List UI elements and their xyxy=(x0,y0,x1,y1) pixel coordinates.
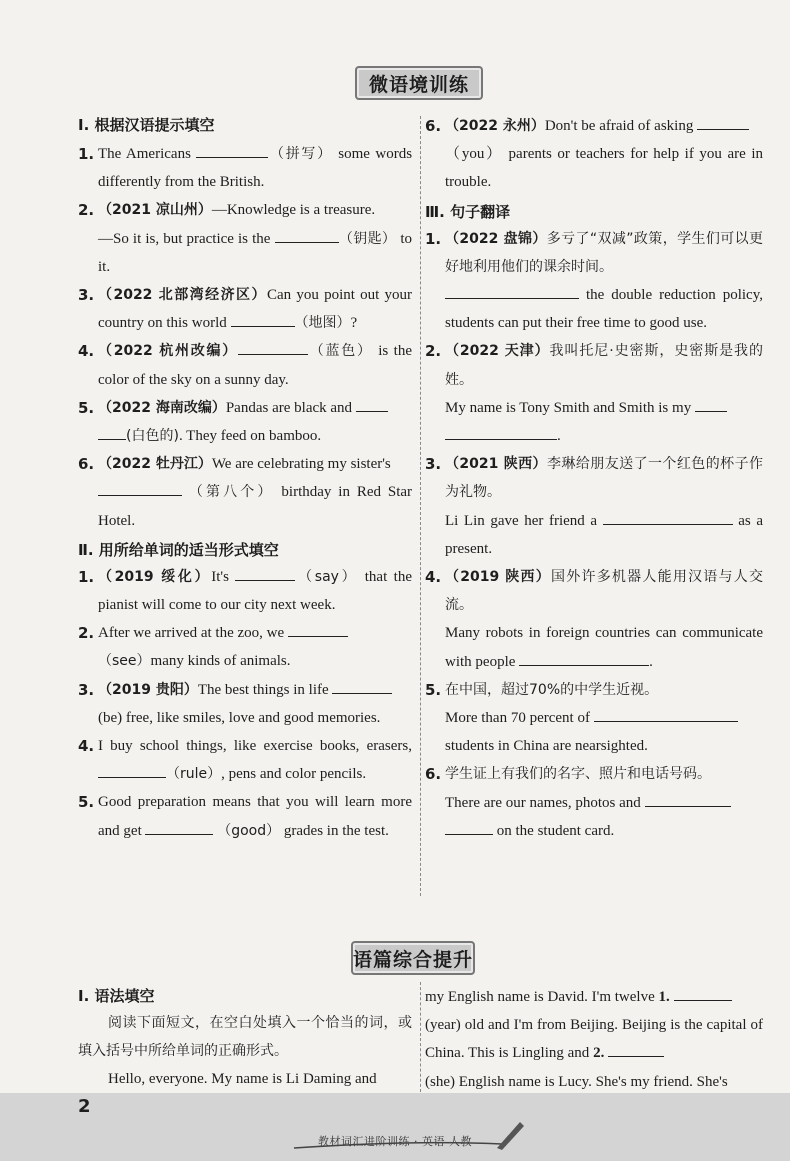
answer-blank[interactable] xyxy=(275,225,339,243)
section-heading-II: Ⅱ. 用所给单词的适当形式填空 xyxy=(78,540,279,559)
exercise-I-3: 3. （2022 北部湾经济区）Can you point out your country on this world （地图）? xyxy=(78,286,412,332)
exercise-I-4: 4. （2022 杭州改编） （蓝色） is the color of the sky on a sunny day. xyxy=(78,337,412,393)
column-divider xyxy=(420,116,421,896)
column-divider-bottom xyxy=(420,982,421,1092)
answer-blank[interactable] xyxy=(98,760,166,778)
section-banner-discourse: 语篇综合提升 xyxy=(351,941,475,975)
right-column xyxy=(425,112,763,845)
section-heading-I: Ⅰ. 根据汉语提示填空 xyxy=(78,116,215,134)
section-banner-micro-context: 微语境训练 xyxy=(355,66,483,100)
answer-blank[interactable] xyxy=(603,507,733,525)
exercise-I-1: 1. The Americans （拼写） some words differently from the British. xyxy=(78,140,412,196)
exercise-III-3: 3. （2021 陕西）李琳给朋友送了一个红色的杯子作为礼物。 Li Lin gave her friend a as a present. xyxy=(425,455,764,557)
answer-blank[interactable] xyxy=(235,563,295,581)
answer-blank[interactable] xyxy=(98,478,182,496)
section-heading-III: Ⅲ. 句子翻译 xyxy=(425,202,511,221)
exercise-II-3: 3. （2019 贵阳）The best things in life (be) free, like smiles, love and good memories. xyxy=(78,676,412,732)
answer-blank[interactable] xyxy=(356,394,388,412)
section-heading-reading: Ⅰ. 语法填空 xyxy=(78,987,155,1005)
answer-blank[interactable] xyxy=(231,309,295,327)
answer-blank[interactable] xyxy=(145,817,213,835)
answer-blank[interactable] xyxy=(519,648,649,666)
pen-flourish-icon xyxy=(292,1118,532,1152)
exercise-III-4: 4. （2019 陕西）国外许多机器人能用汉语与人交流。 Many robots in foreign countries can communicate with people . xyxy=(425,568,764,670)
answer-blank[interactable] xyxy=(594,704,738,722)
reading-right xyxy=(425,983,763,1096)
exercise-III-1: 1. （2022 盘锦）多亏了“双减”政策，学生们可以更好地利用他们的课余时间。 the double reduction policy, students can put their free time to good use. xyxy=(425,229,763,332)
answer-blank[interactable] xyxy=(445,422,557,440)
reading-passage-start: Hello, everyone. My name is Li Daming and xyxy=(108,1071,377,1088)
answer-blank[interactable] xyxy=(98,422,126,440)
reading-instruction: 阅读下面短文，在空白处填入一个恰当的词，或填入括号中所给单词的正确形式。 xyxy=(78,1015,412,1060)
page-number: 2 xyxy=(78,1096,91,1117)
answer-blank[interactable] xyxy=(674,983,732,1001)
answer-blank[interactable] xyxy=(445,817,493,835)
answer-blank[interactable] xyxy=(697,112,749,130)
reading-passage-continued: my English name is David. I'm twelve 1. (year) old and I'm from Beijing. Beijing is the capital of China. This is Lingling and 2. (she) English name is Lucy. She's my friend. She's xyxy=(425,983,763,1096)
answer-blank[interactable] xyxy=(196,140,268,158)
exercise-III-5: 5. 在中国，超过70%的中学生近视。 More than 70 percent of students in China are nearsighted. xyxy=(425,676,763,761)
answer-blank[interactable] xyxy=(288,619,348,637)
left-column xyxy=(78,112,412,845)
answer-blank[interactable] xyxy=(695,394,727,412)
exercise-I-2: 2. （2021 凉山州）—Knowledge is a treasure. —So it is, but practice is the （钥匙） to it. xyxy=(78,201,413,275)
answer-blank[interactable] xyxy=(445,281,579,299)
answer-blank[interactable] xyxy=(645,789,731,807)
exercise-II-6: 6. （2022 永州）Don't be afraid of asking （you） parents or teachers for help if you are in trouble. xyxy=(425,112,763,197)
exercise-I-6: 6. （2022 牡丹江）We are celebrating my sister's （第八个） birthday in Red Star Hotel. xyxy=(78,455,413,529)
exercise-III-6: 6. 学生证上有我们的名字、照片和电话号码。 There are our names, photos and on the student card. xyxy=(425,760,763,845)
footer-title: 教材词汇进阶训练 · 英语 人教 xyxy=(318,1135,472,1148)
exercise-II-1: 1. （2019 绥化）It's （say） that the pianist will come to our city next week. xyxy=(78,563,412,619)
exercise-II-5: 5. Good preparation means that you will learn more and get （good） grades in the test. xyxy=(78,793,412,839)
exercise-I-5: 5. （2022 海南改编）Pandas are black and (白色的). They feed on bamboo. xyxy=(78,394,412,450)
exercise-III-2: 2. （2022 天津）我叫托尼·史密斯，史密斯是我的姓。 My name is Tony Smith and Smith is my . xyxy=(425,342,763,445)
exercise-II-2: 2. After we arrived at the zoo, we （see）many kinds of animals. xyxy=(78,619,412,675)
answer-blank[interactable] xyxy=(608,1039,664,1057)
reading-left xyxy=(78,983,412,1094)
answer-blank[interactable] xyxy=(238,337,308,355)
exercise-II-4: 4. I buy school things, like exercise books, erasers, （rule）, pens and color pencils. xyxy=(78,737,412,783)
answer-blank[interactable] xyxy=(332,676,392,694)
